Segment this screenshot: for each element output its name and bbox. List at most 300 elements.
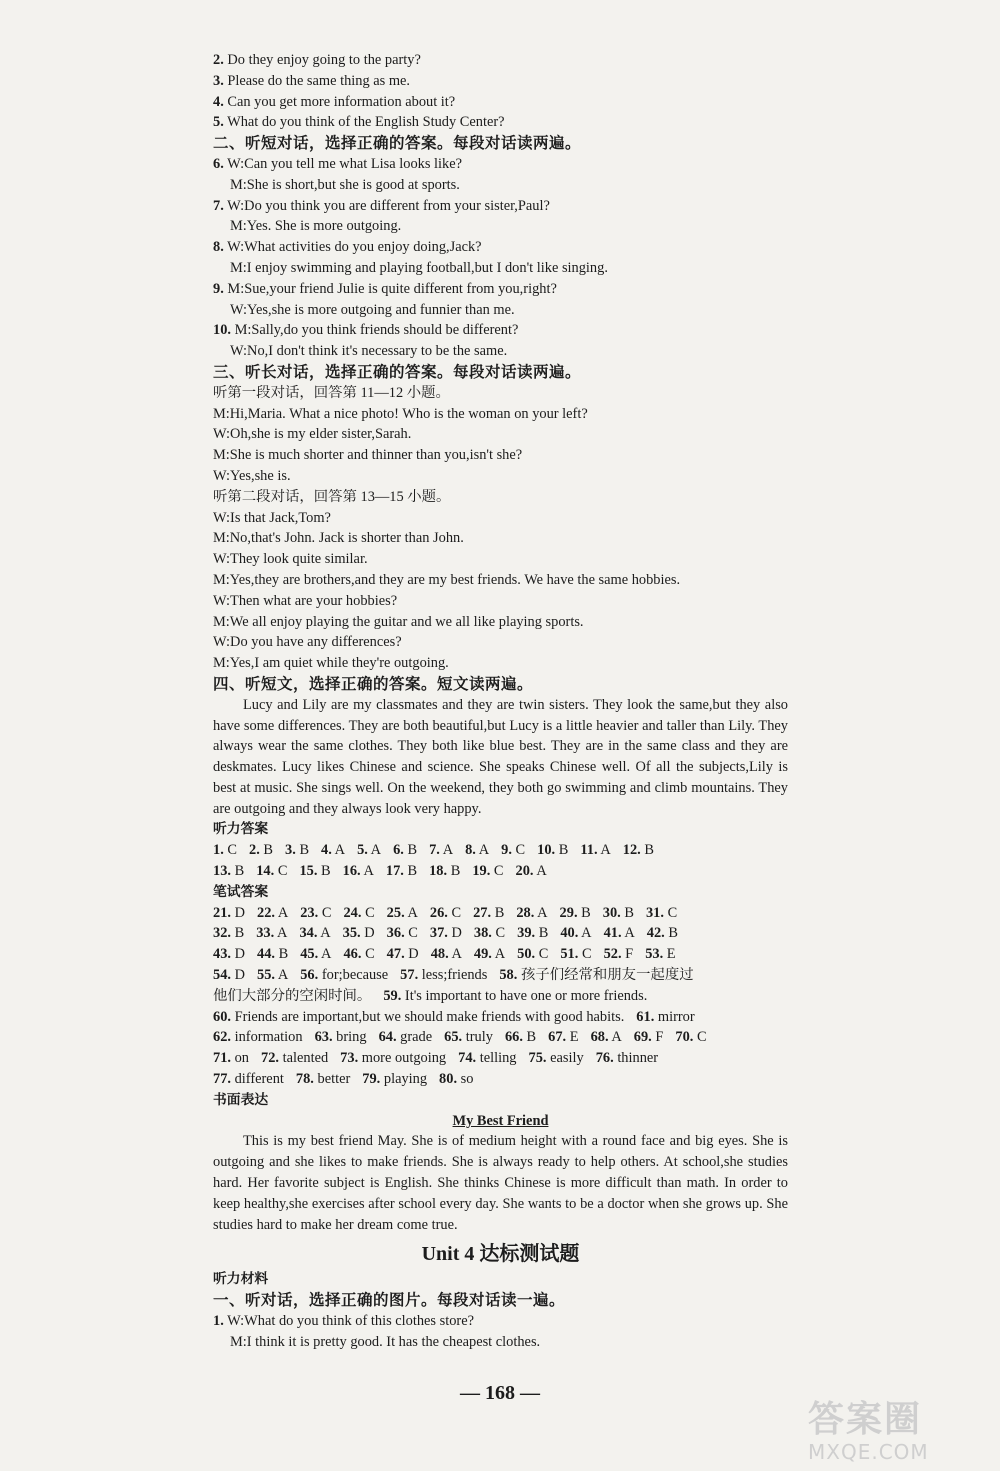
answer-item [343,923,375,944]
answer-number: 45. [300,946,319,963]
answer-row [213,840,788,861]
answer-value: A [494,946,506,963]
answer-value: C [515,842,526,859]
answer-value: so [460,1071,474,1088]
section4-heading: 四、听短文，选择正确的答案。短文读两遍。 [213,674,534,693]
answer-value: different [234,1071,284,1088]
answer-item [465,840,489,861]
answer-value: B [321,863,331,880]
answer-value: A [451,946,462,963]
answer-value: A [536,863,547,880]
dialogue-line [213,216,788,237]
page-content [213,50,788,1353]
answer-row [213,903,788,924]
answer-item [393,840,417,861]
answer-row [213,986,788,1007]
essay-title: My Best Friend [452,1112,549,1129]
answer-item [505,1027,536,1048]
item-number: 6. [213,155,224,172]
item-number: 3. [213,72,224,89]
answer-item [299,923,330,944]
answer-number: 62. [213,1029,231,1046]
answer-number: 20. [515,863,534,880]
answer-item [429,840,453,861]
answer-number: 25. [386,904,405,921]
section3-heading: 三、听长对话，选择正确的答案。每段对话读两遍。 [213,362,582,381]
item-number: 10. [213,322,231,339]
answer-number: 34. [299,925,318,942]
answer-value: C [581,946,592,963]
dialogue-line [213,196,788,217]
answer-number: 29. [559,904,578,921]
answer-row [213,1048,788,1069]
answer-number: 79. [362,1071,381,1088]
answer-item [430,903,461,924]
answer-item [249,840,273,861]
answer-value: D [234,967,246,984]
answer-number: 53. [645,946,664,963]
answer-item [473,903,504,924]
answer-number: 15. [299,863,318,880]
answer-value: A [277,925,288,942]
answer-item [580,840,610,861]
answer-value: C [538,946,549,963]
question-line [213,112,788,133]
answer-item [604,944,634,965]
answer-item [340,1048,446,1069]
dialogue-line: W:Is that Jack,Tom? [213,509,331,526]
answer-value: on [234,1050,249,1067]
answer-value: information [234,1029,303,1046]
answer-number: 71. [213,1050,231,1067]
answer-item [517,944,548,965]
answer-item [516,861,547,882]
answer-value: C [365,946,375,963]
answer-number: 44. [257,946,276,963]
answer-value: B [263,842,274,859]
answer-item [296,1069,350,1090]
answer-value: B [234,925,245,942]
answer-number: 6. [393,842,404,859]
answer-item [257,965,288,986]
written-answers-heading: 笔试答案 [213,883,269,900]
question-line [213,50,788,71]
answer-item [560,944,591,965]
answer-number: 42. [646,925,665,942]
answer-number: 23. [300,904,319,921]
unit-title: Unit 4 达标测试题 [421,1243,580,1266]
answer-value: B [234,863,245,880]
section3-dialogues [213,383,788,674]
answer-number: 47. [386,946,405,963]
answer-value: D [364,925,375,942]
answer-value: A [407,904,418,921]
answer-item [362,1069,427,1090]
section4-passage: Lucy and Lily are my classmates and they are twin sisters. They look the same,but they also have some differences. They are both beautiful,but Lucy is a little heavier and taller than Lily. They always wear the same clothes. They both like blue best. They are in the same class and they are deskmates. Lucy likes Chinese and science. She speaks Chinese well. Of all the subjects,Lily is best at music. She sings well. On the weekend, they both go swimming and climb mountains. They are outgoing and they always look very happy. [213,696,788,817]
answer-value: 孩子们经常和朋友一起度过 [520,967,694,984]
answer-value: talented [282,1050,329,1067]
item-number: 5. [213,114,224,131]
answer-number: 9. [501,842,512,859]
answer-item [474,923,505,944]
answer-value: B [538,925,549,942]
dialogue-line: W:They look quite similar. [213,551,368,568]
answer-number: 11. [580,842,598,859]
listening-answers [213,840,788,882]
answer-item [636,1007,694,1028]
answer-number: 30. [602,904,621,921]
item-number: 4. [213,93,224,110]
section2-heading: 二、听短对话，选择正确的答案。每段对话读两遍。 [213,134,582,153]
item-number: 7. [213,197,224,214]
item-text: M:Sue,your friend Julie is quite different from you,right? [223,280,557,297]
answer-number: 68. [590,1029,609,1046]
answer-value: B [407,863,418,880]
answer-number: 38. [473,925,492,942]
answer-value: playing [383,1071,428,1088]
answer-row [213,944,788,965]
answer-item [321,840,345,861]
dialogue-line [213,175,788,196]
item-text: W:Yes,she is more outgoing and funnier than me. [230,301,515,318]
answer-item [387,903,418,924]
answer-value: B [624,904,634,921]
answer-value: A [370,842,382,859]
answer-item [213,986,371,1007]
answer-item [647,923,678,944]
dialogue-line: W:Oh,she is my elder sister,Sarah. [213,426,412,443]
answer-value: B [494,904,505,921]
answer-item [387,923,418,944]
answer-number: 4. [321,842,332,859]
answer-item [299,861,330,882]
answer-number: 49. [473,946,492,963]
item-text: W:Do you think you are different from your sister,Paul? [223,197,550,214]
answer-number: 7. [429,842,440,859]
answer-value: A [277,967,289,984]
answer-number: 72. [261,1050,279,1067]
answer-row [213,861,788,882]
answer-number: 70. [675,1029,694,1046]
answer-number: 65. [444,1029,463,1046]
answer-number: 57. [400,967,419,984]
answer-value: thinner [617,1050,659,1067]
answer-row [213,923,788,944]
answer-number: 26. [429,904,448,921]
answer-item [343,861,374,882]
answer-number: 35. [342,925,361,942]
answer-value: A [537,904,548,921]
answer-value: B [558,842,569,859]
answer-value: telling [479,1050,517,1067]
answer-value: B [668,925,678,942]
answer-item [213,840,237,861]
answer-value: bring [336,1029,367,1046]
answer-number: 13. [213,863,231,880]
item-number: 1. [213,1313,224,1330]
answer-item [315,1027,367,1048]
answer-number: 33. [256,925,275,942]
answer-item [591,1027,622,1048]
answer-value: E [569,1029,579,1046]
watermark-logo [808,1400,988,1470]
answer-value: A [581,925,592,942]
answer-row [213,1007,788,1028]
answer-item [285,840,309,861]
item-text: M:Yes. She is more outgoing. [230,218,402,235]
listening-answers-heading: 听力答案 [213,821,269,838]
answer-item [213,861,244,882]
answer-value: C [277,863,288,880]
answer-row [213,1027,788,1048]
answer-value: B [644,842,654,859]
answer-row [213,1069,788,1090]
dialogue-line [213,320,788,341]
dialogue-line: M:We all enjoy playing the guitar and we all like playing sports. [213,613,584,630]
dialogue-line [213,300,788,321]
answer-item [343,903,374,924]
answer-item [300,903,331,924]
answer-value: A [363,863,374,880]
answer-item [603,903,634,924]
answer-number: 56. [300,967,319,984]
answer-item [517,923,548,944]
answer-item [675,1027,706,1048]
item-text: M:I think it is pretty good. It has the cheapest clothes. [230,1333,541,1350]
answer-number: 37. [429,925,448,942]
answer-item [560,903,591,924]
answer-value: B [526,1029,537,1046]
answer-value: B [450,863,461,880]
item-text: W:What do you think of this clothes store? [223,1313,474,1330]
answer-number: 58. [499,967,518,984]
answer-row [213,965,788,986]
answer-item [537,840,568,861]
answer-item [213,965,245,986]
dialogue-line: M:Yes,I am quiet while they're outgoing. [213,655,449,672]
item-text: Do they enjoy going to the party? [223,52,421,68]
answer-number: 40. [560,925,579,942]
answer-number: 66. [504,1029,523,1046]
answer-value: A [334,842,346,859]
dialogue-line: M:Yes,they are brothers,and they are my best friends. We have the same hobbies. [213,571,681,588]
answer-value: C [495,925,506,942]
material-heading: 听力材料 [213,1271,269,1288]
dialogue-line [213,1311,788,1332]
answer-item [474,944,505,965]
answer-item [213,903,245,924]
answer-number: 50. [517,946,536,963]
answer-item [501,840,525,861]
item-number: 2. [213,52,224,68]
unit4-section1-heading: 一、听对话，选择正确的图片。每段对话读一遍。 [213,1291,566,1310]
answer-number: 36. [386,925,405,942]
dialogue-line [213,258,788,279]
answer-number: 31. [645,904,664,921]
answer-number: 52. [603,946,622,963]
dialogue-line [213,341,788,362]
answer-item [596,1048,658,1069]
answer-number: 67. [548,1029,567,1046]
answer-value: more outgoing [361,1050,447,1067]
answer-number: 27. [473,904,492,921]
answer-value: C [365,904,375,921]
answer-value: A [478,842,490,859]
answer-item [645,944,675,965]
dialogue-line: W:Then what are your hobbies? [213,592,398,609]
answer-item [387,944,419,965]
answer-value: C [408,925,418,942]
answer-number: 24. [343,904,362,921]
answer-value: A [611,1029,622,1046]
answer-item [357,840,381,861]
unit4-dialogues [213,1311,788,1353]
dialogue-line: W:Do you have any differences? [213,634,402,651]
answer-value: Friends are important,but we should make friends with good habits. [234,1008,625,1025]
answer-value: B [407,842,418,859]
item-text: Please do the same thing as me. [223,72,411,89]
answer-number: 21. [213,904,231,921]
answer-value: A [600,842,611,859]
answer-item [300,965,388,986]
answer-item [256,861,287,882]
answer-item [379,1027,433,1048]
answer-item [213,1048,249,1069]
answer-item [383,986,647,1007]
answer-number: 54. [213,967,231,984]
answer-number: 61. [636,1008,655,1025]
answer-number: 1. [213,842,224,859]
watermark-bottom: MXQE.COM [808,1440,929,1464]
item-text: What do you think of the English Study Center? [223,114,505,131]
answer-number: 78. [295,1071,314,1088]
answer-item [213,944,245,965]
answer-item [499,965,693,986]
answer-number: 51. [560,946,579,963]
answer-value: C [697,1029,707,1046]
answer-item [604,923,635,944]
answer-value: A [320,925,331,942]
answer-item [386,861,417,882]
answer-number: 10. [537,842,556,859]
answer-item [444,1027,493,1048]
answer-item [634,1027,664,1048]
answer-item [646,903,677,924]
answer-number: 80. [439,1071,458,1088]
writing-heading: 书面表达 [213,1091,269,1108]
answer-value: B [299,842,310,859]
answer-value: less;friends [421,967,488,984]
answer-item [548,1027,578,1048]
answer-value: C [493,863,504,880]
watermark-top: 答案圈 [808,1399,923,1440]
answer-value: E [666,946,676,963]
answer-value: A [624,925,635,942]
answer-number: 75. [528,1050,547,1067]
answer-value: 他们大部分的空闲时间。 [213,987,372,1004]
answer-number: 76. [595,1050,614,1067]
answer-value: C [667,904,678,921]
answer-item [300,944,331,965]
answer-number: 17. [385,863,404,880]
dialogue-line: M:Hi,Maria. What a nice photo! Who is the woman on your left? [213,405,588,422]
dialogue-line: M:No,that's John. Jack is shorter than John. [213,530,464,547]
item-text: M:She is short,but she is good at sports. [230,176,460,193]
item-text: M:I enjoy swimming and playing football,but I don't like singing. [230,259,608,276]
answer-value: B [278,946,289,963]
answer-value: for;because [321,967,389,984]
answer-item [430,923,462,944]
answer-item [439,1069,473,1090]
item-text: Can you get more information about it? [223,93,456,110]
answer-number: 69. [633,1029,652,1046]
dialogue-line: 听第二段对话，回答第 13—15 小题。 [213,488,451,505]
answer-item [529,1048,584,1069]
item-text: M:Sally,do you think friends should be different? [231,322,519,339]
answer-value: It's important to have one or more friends. [404,987,648,1004]
written-answers [213,903,788,1090]
item-text: W:No,I don't think it's necessary to be the same. [230,343,508,360]
dialogue-line: 听第一段对话，回答第 11—12 小题。 [213,384,450,401]
answer-value: A [321,946,332,963]
answer-item [257,944,288,965]
answer-item [516,903,547,924]
answer-number: 74. [458,1050,477,1067]
answer-number: 64. [378,1029,397,1046]
page-number: — 168 — [460,1382,540,1404]
answer-item [213,923,244,944]
dialogue-line [213,237,788,258]
answer-item [213,1027,303,1048]
answer-item [343,944,374,965]
dialogue-line: M:She is much shorter and thinner than you,isn't she? [213,447,523,464]
answer-number: 22. [257,904,276,921]
item-number: 8. [213,239,224,256]
answer-value: D [234,904,246,921]
answer-item [429,861,460,882]
answer-value: C [321,904,332,921]
answer-number: 16. [342,863,361,880]
answer-value: mirror [657,1008,695,1025]
answer-value: A [442,842,454,859]
answer-item [261,1048,328,1069]
answer-number: 63. [314,1029,333,1046]
question-line [213,92,788,113]
answer-item [256,923,287,944]
answer-value: F [625,946,634,963]
listening-part1 [213,50,788,133]
answer-value: C [451,904,462,921]
answer-item [472,861,503,882]
answer-number: 12. [622,842,641,859]
answer-value: better [317,1071,351,1088]
answer-number: 73. [340,1050,359,1067]
section2-dialogues [213,154,788,362]
dialogue-line: W:Yes,she is. [213,467,291,484]
answer-number: 41. [603,925,622,942]
answer-value: easily [550,1050,584,1067]
essay-text: This is my best friend May. She is of medium height with a round face and big eyes. She is outgoing and she likes to make friends. She is always ready to help others. At school,she studies hard. Her favorite subject is English. She thinks Chinese is more difficult than math. In order to keep healthy,she exercises after school every day. She wants to be a doctor when she grows up. She studies hard to make her dream come true. [213,1133,788,1233]
answer-value: A [277,904,289,921]
question-line [213,71,788,92]
answer-number: 2. [249,842,260,859]
answer-value: truly [465,1029,493,1046]
answer-number: 32. [213,925,231,942]
answer-value: C [227,842,238,859]
answer-item [458,1048,516,1069]
answer-number: 48. [430,946,449,963]
answer-number: 5. [357,842,368,859]
